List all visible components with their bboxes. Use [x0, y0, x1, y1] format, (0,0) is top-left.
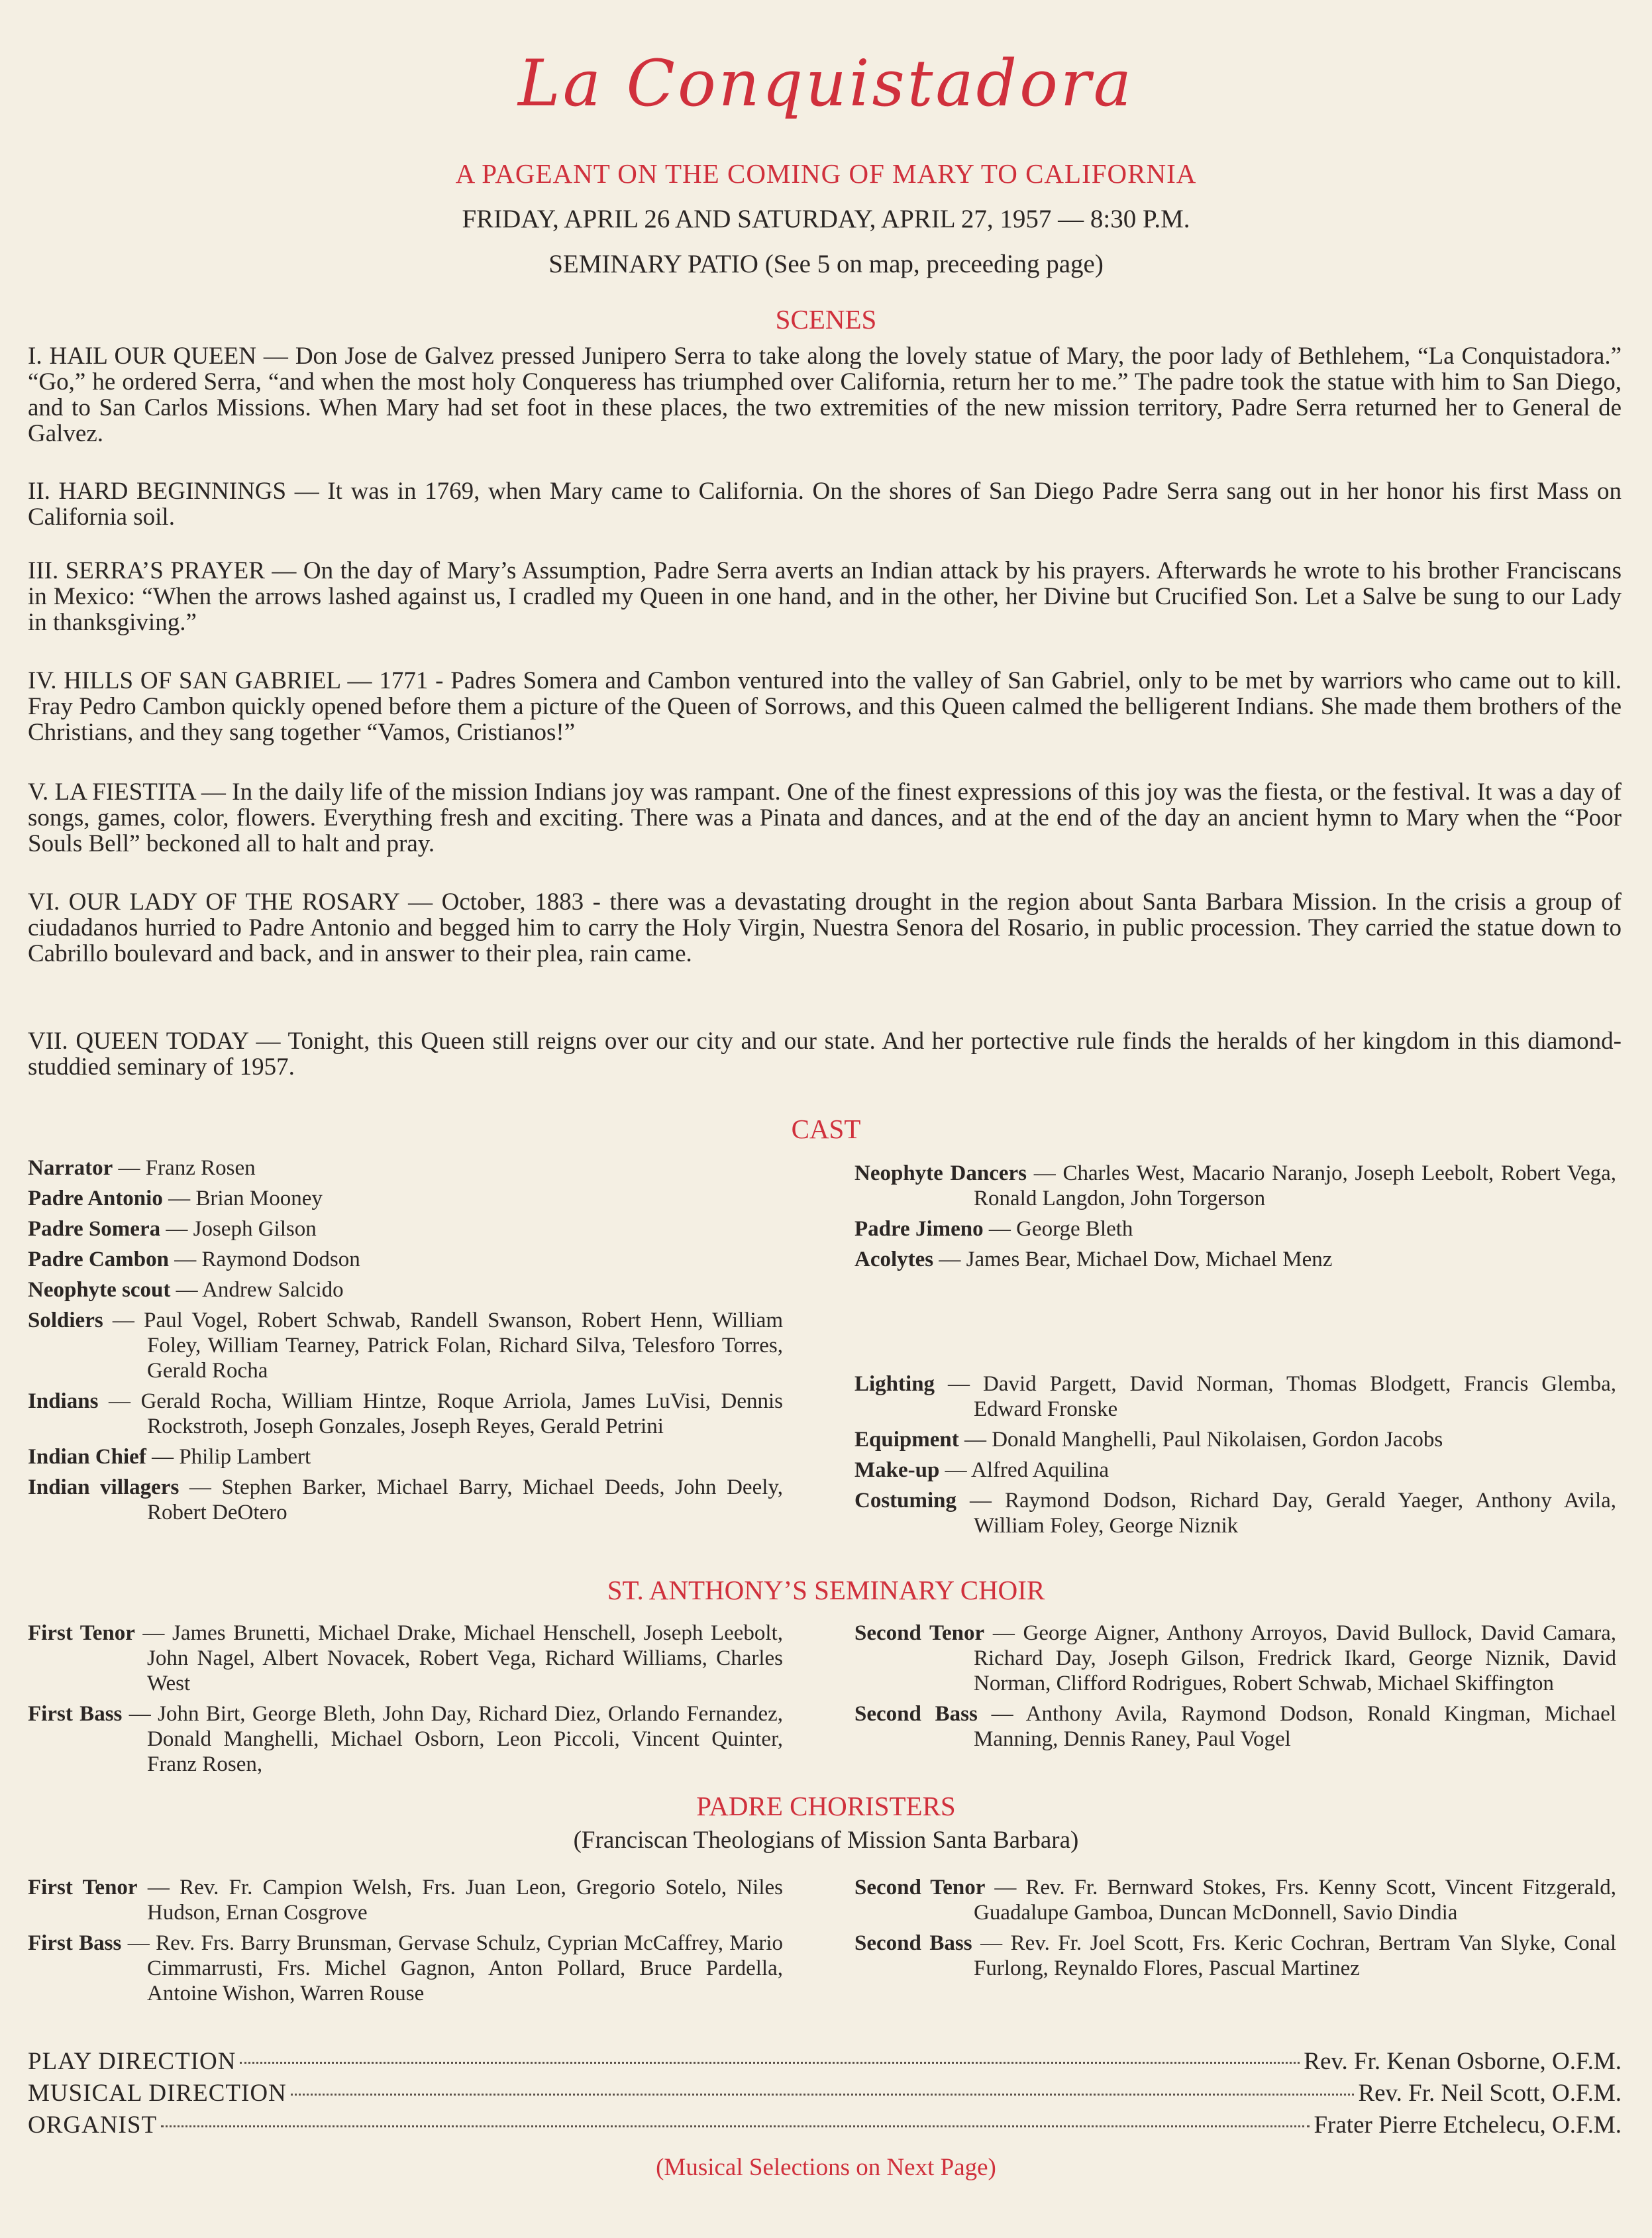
crew-right-column	[854, 1371, 1616, 1544]
choristers-left-column	[28, 1875, 783, 2011]
choir-heading: ST. ANTHONY’S SEMINARY CHOIR	[607, 1575, 1045, 1605]
cast-entry: Padre Cambon — Raymond Dodson	[28, 1248, 360, 1271]
cast-entry: Padre Somera — Joseph Gilson	[28, 1217, 317, 1241]
page-title: La Conquistadora	[517, 46, 1134, 121]
scene-paragraph: V. LA FIESTITA — In the daily life of the mission Indians joy was rampant. One of the finest expressions of this joy was the fiesta, or the festival. It was a day of songs, games, color, flowers. Everything fresh and exciting. There was a Pinata and dances, and at the end of the day an ancient hymn to Mary when the “Poor Souls Bell” beckoned all to halt and pray.	[28, 778, 1622, 857]
direction-credits	[28, 2047, 1622, 2143]
cast-right-column-top	[854, 1161, 1616, 1277]
cast-entry: Narrator — Franz Rosen	[28, 1156, 256, 1180]
scene-paragraph: II. HARD BEGINNINGS — It was in 1769, when Mary came to California. On the shores of San Diego Padre Serra sang out in her honor his first Mass on California soil.	[28, 478, 1622, 531]
scene-paragraph: VII. QUEEN TODAY — Tonight, this Queen still reigns over our city and our state. And her portective rule finds the heralds of her kingdom in this diamond-studdied seminary of 1957.	[28, 1028, 1622, 1081]
choir-entry: First Bass — John Birt, George Bleth, John Day, Richard Diez, Orlando Fernandez, Donald Manghelli, Michael Osborn, Leon Piccoli, Vincent Quinter, Franz Rosen,	[28, 1702, 784, 1776]
choir-left-column	[28, 1621, 783, 1782]
cast-entry: Neophyte scout — Andrew Salcido	[28, 1278, 344, 1302]
chorister-entry: First Bass — Rev. Frs. Barry Brunsman, Gervase Schulz, Cyprian McCaffrey, Mario Cimmarrusti, Frs. Michel Gagnon, Anton Pollard, Bruce Pardella, Antoine Wishon, Warren Rouse	[28, 1931, 784, 2005]
credit-row-play-direction: PLAY DIRECTION Rev. Fr. Kenan Osborne, O.F.M.	[28, 2048, 1622, 2075]
crew-entry: Equipment — Donald Manghelli, Paul Nikolaisen, Gordon Jacobs	[854, 1428, 1443, 1452]
dot-leader	[240, 2062, 1300, 2064]
cast-entry: Indians — Gerald Rocha, William Hintze, Roque Arriola, James LuVisi, Dennis Rockstroth, Joseph Gonzales, Joseph Reyes, Gerald Petrini	[28, 1389, 783, 1438]
choir-right-column	[854, 1621, 1616, 1757]
event-dates: FRIDAY, APRIL 26 AND SATURDAY, APRIL 27, 1957 — 8:30 P.M.	[462, 205, 1190, 233]
credit-row-organist: ORGANIST Frater Pierre Etchelecu, O.F.M.	[28, 2111, 1622, 2139]
chorister-entry: Second Bass — Rev. Fr. Joel Scott, Frs. Keric Cochran, Bertram Van Slyke, Conal Furlong, Reynaldo Flores, Pascual Martinez	[854, 1931, 1616, 1980]
cast-entry: Padre Jimeno — George Bleth	[854, 1217, 1133, 1241]
cast-entry: Indian Chief — Philip Lambert	[28, 1445, 311, 1469]
choristers-heading: PADRE CHORISTERS	[696, 1791, 956, 1821]
dot-leader	[161, 2125, 1310, 2127]
crew-entry: Costuming — Raymond Dodson, Richard Day, Gerald Yaeger, Anthony Avila, William Foley, George Niznik	[854, 1489, 1617, 1538]
choir-entry: Second Bass — Anthony Avila, Raymond Dodson, Ronald Kingman, Michael Manning, Dennis Raney, Paul Vogel	[854, 1702, 1616, 1751]
crew-entry: Lighting — David Pargett, David Norman, Thomas Blodgett, Francis Glemba, Edward Fronske	[854, 1372, 1616, 1421]
subtitle: A PAGEANT ON THE COMING OF MARY TO CALIFORNIA	[455, 158, 1197, 189]
cast-entry: Padre Antonio — Brian Mooney	[28, 1187, 323, 1210]
dot-leader	[291, 2094, 1355, 2096]
credit-row-musical-direction: MUSICAL DIRECTION Rev. Fr. Neil Scott, O.F.M.	[28, 2080, 1622, 2107]
cast-entry: Indian villagers — Stephen Barker, Michael Barry, Michael Deeds, John Deely, Robert DeOtero	[28, 1475, 783, 1524]
choristers-right-column	[854, 1875, 1616, 1986]
choristers-subheading: (Franciscan Theologians of Mission Santa Barbara)	[573, 1827, 1079, 1854]
chorister-entry: Second Tenor — Rev. Fr. Bernward Stokes, Frs. Kenny Scott, Vincent Fitzgerald, Guadalupe Gamboa, Duncan McDonnell, Savio Dindia	[854, 1876, 1617, 1925]
cast-left-column	[28, 1155, 783, 1530]
cast-entry: Soldiers — Paul Vogel, Robert Schwab, Randell Swanson, Robert Henn, William Foley, William Tearney, Patrick Folan, Richard Silva, Telesforo Torres, Gerald Rocha	[28, 1308, 784, 1383]
crew-entry: Make-up — Alfred Aquilina	[854, 1458, 1110, 1482]
cast-entry: Neophyte Dancers — Charles West, Macario Naranjo, Joseph Leebolt, Robert Vega, Ronald Langdon, John Torgerson	[854, 1161, 1617, 1210]
choir-entry: First Tenor — James Brunetti, Michael Drake, Michael Henschell, Joseph Leebolt, John Nagel, Albert Novacek, Robert Vega, Richard Williams, Charles West	[28, 1621, 784, 1695]
scene-paragraph: IV. HILLS OF SAN GABRIEL — 1771 - Padres Somera and Cambon ventured into the valley of San Gabriel, only to be met by warriors who came out to kill. Fray Pedro Cambon quickly opened before them a picture of the Queen of Sorrows, and this Queen calmed the belligerent Indians. She made them brothers of the Christians, and they sang together “Vamos, Cristianos!”	[28, 667, 1622, 746]
scene-paragraph: VI. OUR LADY OF THE ROSARY — October, 1883 - there was a devastating drought in the region about Santa Barbara Mission. In the crisis a group of ciudadanos hurried to Padre Antonio and begged him to carry the Holy Virgin, Nuestra Senora del Rosario, in public procession. They carried the statue down to Cabrillo boulevard and back, and in answer to their plea, rain came.	[28, 888, 1622, 967]
choir-entry: Second Tenor — George Aigner, Anthony Arroyos, David Bullock, David Camara, Richard Day, Joseph Gilson, Fredrick Ikard, George Niznik, David Norman, Clifford Rodrigues, Robert Schwab, Michael Skiffington	[854, 1621, 1616, 1695]
cast-heading: CAST	[791, 1114, 861, 1144]
footer-note: (Musical Selections on Next Page)	[656, 2154, 996, 2181]
scene-paragraph: I. HAIL OUR QUEEN — Don Jose de Galvez pressed Junipero Serra to take along the lovely statue of Mary, the poor lady of Bethlehem, “La Conquistadora.” “Go,” he ordered Serra, “and when the most holy Conqueress has triumphed over California, return her to me.” The padre took the statue with him to San Diego, and to San Carlos Missions. When Mary had set foot in these places, the two extremities of the new mission territory, Padre Serra returned her to General de Galvez.	[28, 343, 1622, 447]
chorister-entry: First Tenor — Rev. Fr. Campion Welsh, Frs. Juan Leon, Gregorio Sotelo, Niles Hudson, Ernan Cosgrove	[28, 1876, 784, 1925]
cast-entry: Acolytes — James Bear, Michael Dow, Michael Menz	[854, 1248, 1333, 1271]
scenes-heading: SCENES	[775, 304, 877, 335]
event-location: SEMINARY PATIO (See 5 on map, preceeding page)	[548, 250, 1104, 278]
scene-paragraph: III. SERRA’S PRAYER — On the day of Mary’s Assumption, Padre Serra averts an Indian attack by his prayers. Afterwards he wrote to his brother Franciscans in Mexico: “When the arrows lashed against us, I cradled my Queen in one hand, and in the other, her Divine but Crucified Son. Let a Salve be sung to our Lady in thanksgiving.”	[28, 557, 1622, 636]
